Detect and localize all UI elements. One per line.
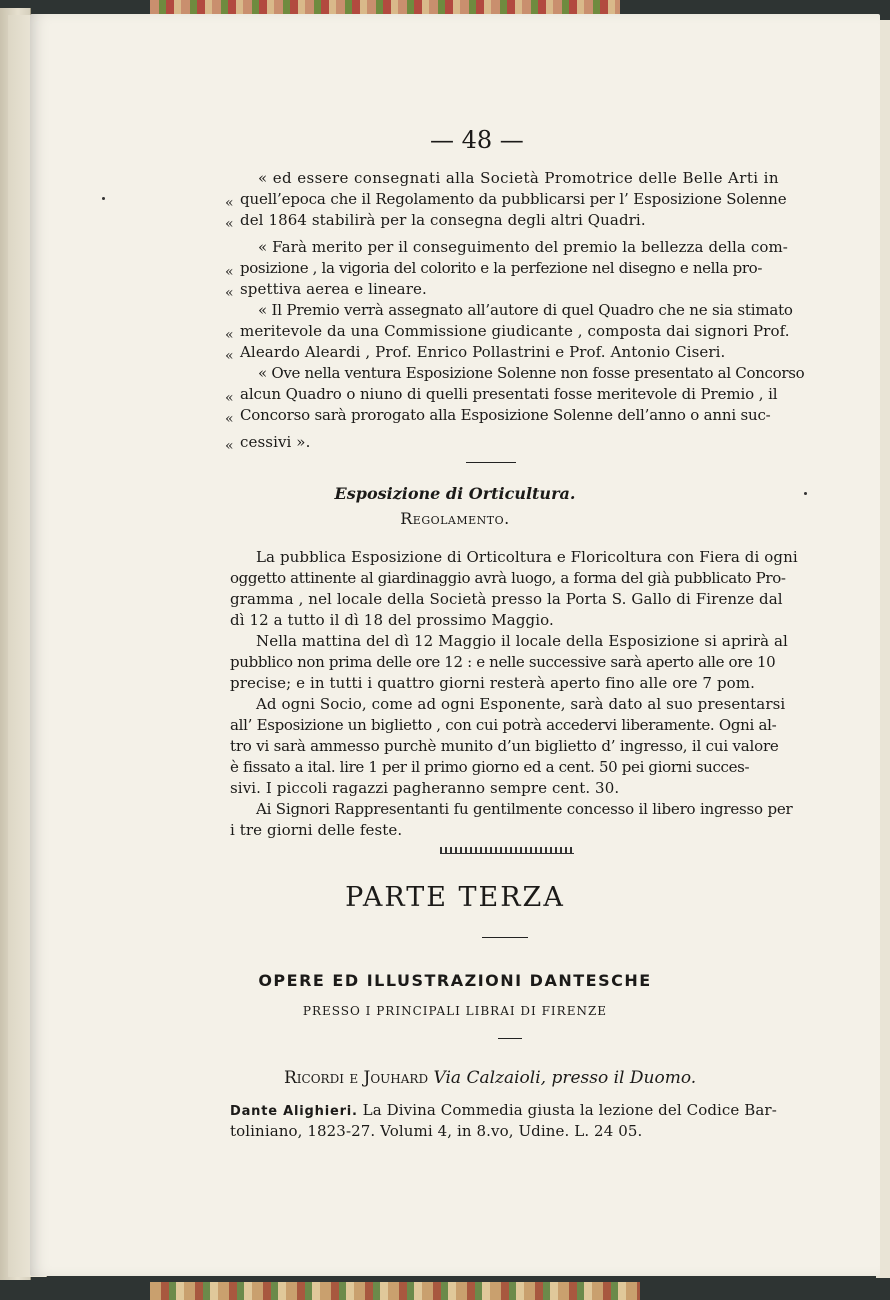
text-line: « Farà merito per il conseguimento del premio la bellezza della com- xyxy=(258,238,788,256)
body-line: dì 12 a tutto il dì 18 del prossimo Maggio. xyxy=(230,611,554,629)
section-subtitle: Regolamento. xyxy=(400,509,510,528)
text-line: meritevole da una Commissione giudicante , composta dai signori Prof. xyxy=(240,322,790,340)
body-line: Ai Signori Rappresentanti fu gentilmente concesso il libero ingresso per xyxy=(256,800,793,818)
text-line: « ed essere consegnati alla Società Promotrice delle Belle Arti in xyxy=(258,169,779,187)
body-line: Ad ogni Socio, come ad ogni Esponente, sarà dato al suo presentarsi xyxy=(256,695,786,713)
wavy-divider xyxy=(440,847,574,854)
text-line: « Il Premio verrà assegnato all’autore di quel Quadro che ne sia stimato xyxy=(258,301,793,319)
body-line: i tre giorni delle feste. xyxy=(230,821,403,839)
quote-mark: « xyxy=(225,216,234,232)
quote-mark: « xyxy=(225,438,234,454)
book-page xyxy=(30,14,880,1276)
entry-author: Dante Alighieri. xyxy=(230,1104,358,1119)
body-line: precise; e in tutti i quattro giorni resterà aperto fino alle ore 7 pom. xyxy=(230,674,755,692)
body-line: oggetto attinente al giardinaggio avrà luogo, a forma del già pubblicato Pro- xyxy=(230,569,786,587)
part-subheading: PRESSO I PRINCIPALI LIBRAI DI FIRENZE xyxy=(302,1004,608,1018)
part-title: PARTE TERZA xyxy=(345,882,565,913)
body-line: gramma , nel locale della Società presso la Porta S. Gallo di Firenze dal xyxy=(230,590,783,608)
marbled-endpaper-top xyxy=(150,0,620,14)
quote-mark: « xyxy=(225,264,234,280)
publisher-line xyxy=(284,1068,696,1088)
text-line: cessivi ». xyxy=(240,433,311,451)
text-line: Aleardo Aleardi , Prof. Enrico Pollastrini e Prof. Antonio Ciseri. xyxy=(240,343,726,361)
entry-text: La Divina Commedia giusta la lezione del Codice Bar- xyxy=(362,1101,777,1119)
marbled-endpaper-bottom xyxy=(150,1282,640,1300)
text-line: quell’epoca che il Regolamento da pubblicarsi per l’ Esposizione Solenne xyxy=(240,190,787,208)
quote-mark: « xyxy=(225,411,234,427)
text-line: « Ove nella ventura Esposizione Solenne non fosse presentato al Concorso xyxy=(258,364,805,382)
quote-mark: « xyxy=(225,348,234,364)
body-line: all’ Esposizione un biglietto , con cui potrà accedervi liberamente. Ogni al- xyxy=(230,716,777,734)
text-line: posizione , la vigoria del colorito e la perfezione nel disegno e nella pro- xyxy=(240,259,763,277)
ink-speck xyxy=(102,197,105,200)
body-line: Nella mattina del dì 12 Maggio il locale della Esposizione si aprirà al xyxy=(256,632,788,650)
catalog-entry-line xyxy=(230,1101,777,1119)
part-heading: OPERE ED ILLUSTRAZIONI DANTESCHE xyxy=(258,971,652,990)
body-line: pubblico non prima delle ore 12 : e nelle successive sarà aperto alle ore 10 xyxy=(230,653,776,671)
page-number: — 48 — xyxy=(430,126,524,154)
text-line: alcun Quadro o niuno di quelli presentati fosse meritevole di Premio , il xyxy=(240,385,778,403)
quote-mark: « xyxy=(225,285,234,301)
body-line: tro vi sarà ammesso purchè munito d’un biglietto d’ ingresso, il cui valore xyxy=(230,737,779,755)
catalog-entry-line: toliniano, 1823-27. Volumi 4, in 8.vo, Udine. L. 24 05. xyxy=(230,1122,643,1140)
publisher-name: Ricordi e Jouhard xyxy=(284,1068,429,1088)
text-line: Concorso sarà prorogato alla Esposizione Solenne dell’anno o anni suc- xyxy=(240,406,771,424)
body-line: è fissato a ital. lire 1 per il primo giorno ed a cent. 50 pei giorni succes- xyxy=(230,758,750,776)
body-line: La pubblica Esposizione di Orticoltura e Floricoltura con Fiera di ogni xyxy=(256,548,798,566)
section-divider xyxy=(466,462,516,463)
section-title: Esposizione di Orticultura. xyxy=(334,484,576,503)
quote-mark: « xyxy=(225,195,234,211)
quote-mark: « xyxy=(225,390,234,406)
text-line: spettiva aerea e lineare. xyxy=(240,280,427,298)
text-line: del 1864 stabilirà per la consegna degli altri Quadri. xyxy=(240,211,646,229)
quote-mark: « xyxy=(225,327,234,343)
body-line: sivi. I piccoli ragazzi pagheranno sempre cent. 30. xyxy=(230,779,620,797)
part-divider xyxy=(482,937,528,938)
small-divider xyxy=(498,1038,522,1039)
publisher-address: Via Calzaioli, presso il Duomo. xyxy=(433,1068,697,1088)
